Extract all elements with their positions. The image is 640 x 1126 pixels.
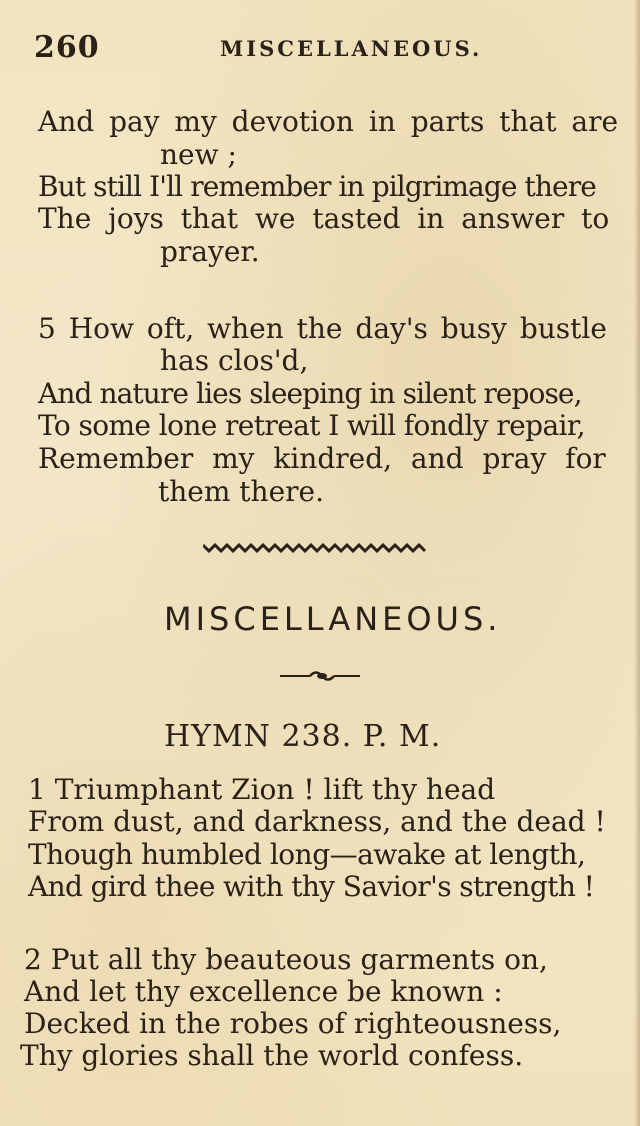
verse-line: To some lone retreat I will fondly repair, (38, 409, 585, 442)
flourish-divider (280, 668, 360, 684)
page-number: 260 (34, 30, 100, 65)
verse-line: 1 Triumphant Zion ! lift thy head (28, 773, 496, 806)
section-title: MISCELLANEOUS. (164, 600, 502, 638)
verse-line: And nature lies sleeping in silent repose, (38, 377, 582, 410)
verse-line: And pay my devotion in parts that are (38, 105, 619, 138)
verse-line: has clos'd, (160, 344, 309, 377)
hymn-title: HYMN 238. P. M. (164, 719, 442, 754)
page-header (34, 30, 614, 66)
verse-line: Thy glories shall the world confess. (20, 1039, 524, 1072)
verse-line: But still I'll remember in pilgrimage there (38, 170, 596, 203)
verse-line: Decked in the robes of righteousness, (24, 1007, 562, 1040)
verse-line: And let thy excellence be known : (24, 975, 503, 1008)
ornamental-rule (203, 540, 428, 556)
verse-line: new ; (160, 138, 237, 171)
verse-line: them there. (158, 475, 325, 508)
verse-line: And gird thee with thy Savior's strength ! (28, 870, 595, 903)
verse-line: 2 Put all thy beauteous garments on, (24, 943, 548, 976)
verse-line: prayer. (160, 235, 260, 268)
page-gutter-shadow (634, 0, 640, 1126)
running-head: MISCELLANEOUS. (220, 36, 483, 61)
verse-line: Remember my kindred, and pray for (38, 442, 606, 475)
verse-line: Though humbled long—awake at length, (28, 838, 586, 871)
verse-line: From dust, and darkness, and the dead ! (28, 805, 606, 838)
verse-line: The joys that we tasted in answer to (38, 202, 610, 235)
verse-line: 5 How oft, when the day's busy bustle (38, 312, 607, 345)
